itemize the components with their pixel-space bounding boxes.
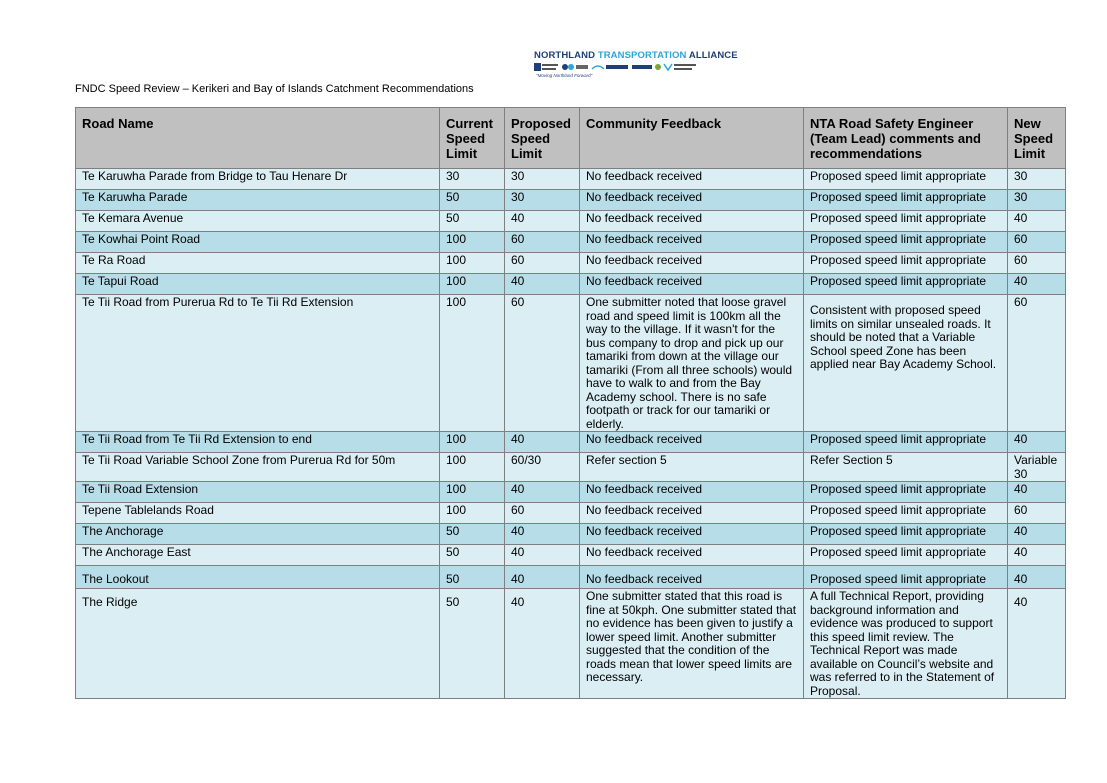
current-speed-cell: 100 [440,453,505,482]
road-name-cell: The Ridge [76,589,440,699]
proposed-speed-cell: 60/30 [505,453,580,482]
new-speed-cell: 40 [1008,274,1066,295]
current-speed-cell: 30 [440,169,505,190]
road-name-cell: The Anchorage East [76,545,440,566]
proposed-speed-cell: 40 [505,589,580,699]
new-speed-cell: 30 [1008,190,1066,211]
proposed-speed-cell: 60 [505,232,580,253]
proposed-speed-cell: 40 [505,482,580,503]
current-speed-cell: 100 [440,253,505,274]
column-header: NTA Road Safety Engineer (Team Lead) comments and recommendations [804,108,1008,169]
table-row [76,453,1066,482]
comment-cell: A full Technical Report, providing background information and evidence was produced to support this speed limit review. The Technical Report was made available on Council’s website and was referred to in the Statement of Proposal. [804,589,1008,699]
table-row [76,169,1066,190]
feedback-cell: No feedback received [580,232,804,253]
column-header: Road Name [76,108,440,169]
proposed-speed-cell: 40 [505,432,580,453]
logo-tagline: "Moving Northland Forward" [536,73,593,78]
table-row [76,253,1066,274]
feedback-cell: No feedback received [580,566,804,589]
proposed-speed-cell: 40 [505,524,580,545]
document-title: FNDC Speed Review – Kerikeri and Bay of Islands Catchment Recommendations [75,83,474,95]
partner-logos-icon [534,62,702,72]
current-speed-cell: 100 [440,432,505,453]
road-name-cell: Tepene Tablelands Road [76,503,440,524]
feedback-cell: No feedback received [580,211,804,232]
comment-cell: Consistent with proposed speed limits on similar unsealed roads. It should be noted that a Variable School speed Zone has been applied near Bay Academy School. [804,295,1008,432]
road-name-cell: The Anchorage [76,524,440,545]
table-header-row [76,108,1066,169]
feedback-cell: No feedback received [580,274,804,295]
current-speed-cell: 50 [440,589,505,699]
table-row [76,432,1066,453]
current-speed-cell: 100 [440,232,505,253]
feedback-cell: Refer section 5 [580,453,804,482]
comment-cell: Proposed speed limit appropriate [804,432,1008,453]
comment-cell: Proposed speed limit appropriate [804,169,1008,190]
table-row [76,232,1066,253]
proposed-speed-cell: 60 [505,295,580,432]
comment-cell: Proposed speed limit appropriate [804,211,1008,232]
comment-cell: Proposed speed limit appropriate [804,482,1008,503]
road-name-cell: The Lookout [76,566,440,589]
road-name-cell: Te Tii Road Variable School Zone from Purerua Rd for 50m [76,453,440,482]
new-speed-cell: 60 [1008,232,1066,253]
table-row [76,503,1066,524]
proposed-speed-cell: 40 [505,566,580,589]
feedback-cell: No feedback received [580,482,804,503]
column-header: Current Speed Limit [440,108,505,169]
comment-cell: Proposed speed limit appropriate [804,503,1008,524]
comment-cell: Proposed speed limit appropriate [804,232,1008,253]
proposed-speed-cell: 40 [505,274,580,295]
nta-logo [534,50,738,82]
proposed-speed-cell: 60 [505,253,580,274]
table-row [76,295,1066,432]
logo-title: NORTHLAND TRANSPORTATION ALLIANCE [534,50,738,61]
column-header: New Speed Limit [1008,108,1066,169]
current-speed-cell: 50 [440,524,505,545]
new-speed-cell: 40 [1008,482,1066,503]
proposed-speed-cell: 30 [505,190,580,211]
comment-cell: Proposed speed limit appropriate [804,524,1008,545]
new-speed-cell: 40 [1008,432,1066,453]
comment-cell: Proposed speed limit appropriate [804,253,1008,274]
table-row [76,211,1066,232]
table-row [76,545,1066,566]
current-speed-cell: 100 [440,503,505,524]
road-name-cell: Te Kemara Avenue [76,211,440,232]
new-speed-cell: 40 [1008,589,1066,699]
new-speed-cell: 60 [1008,503,1066,524]
current-speed-cell: 50 [440,190,505,211]
road-name-cell: Te Karuwha Parade from Bridge to Tau Henare Dr [76,169,440,190]
road-name-cell: Te Tii Road from Purerua Rd to Te Tii Rd Extension [76,295,440,432]
table-row [76,524,1066,545]
proposed-speed-cell: 40 [505,211,580,232]
new-speed-cell: 40 [1008,545,1066,566]
road-name-cell: Te Ra Road [76,253,440,274]
table-row [76,589,1066,699]
comment-cell: Proposed speed limit appropriate [804,190,1008,211]
feedback-cell: No feedback received [580,503,804,524]
feedback-cell: One submitter noted that loose gravel road and speed limit is 100km all the way to the village. If it wasn't for the bus company to drop and pick up our tamariki from down at the village our tamariki (From all three schools) would have to walk to and from the Bay Academy school. There is no safe footpath or track for our tamariki or elderly. [580,295,804,432]
road-name-cell: Te Karuwha Parade [76,190,440,211]
feedback-cell: No feedback received [580,524,804,545]
road-name-cell: Te Tii Road Extension [76,482,440,503]
new-speed-cell: 40 [1008,566,1066,589]
feedback-cell: No feedback received [580,545,804,566]
current-speed-cell: 100 [440,295,505,432]
feedback-cell: No feedback received [580,253,804,274]
current-speed-cell: 50 [440,566,505,589]
feedback-cell: One submitter stated that this road is fine at 50kph. One submitter stated that no evidence has been given to justify a lower speed limit. Another submitter suggested that the condition of the roads mean that lower speed limits are necessary. [580,589,804,699]
proposed-speed-cell: 60 [505,503,580,524]
new-speed-cell: 40 [1008,524,1066,545]
new-speed-cell: 60 [1008,295,1066,432]
road-name-cell: Te Tii Road from Te Tii Rd Extension to end [76,432,440,453]
comment-cell: Refer Section 5 [804,453,1008,482]
road-name-cell: Te Kowhai Point Road [76,232,440,253]
comment-cell: Proposed speed limit appropriate [804,545,1008,566]
column-header: Community Feedback [580,108,804,169]
proposed-speed-cell: 30 [505,169,580,190]
table-row [76,274,1066,295]
current-speed-cell: 100 [440,482,505,503]
new-speed-cell: 30 [1008,169,1066,190]
current-speed-cell: 100 [440,274,505,295]
feedback-cell: No feedback received [580,190,804,211]
feedback-cell: No feedback received [580,432,804,453]
table-row [76,482,1066,503]
column-header: Proposed Speed Limit [505,108,580,169]
feedback-cell: No feedback received [580,169,804,190]
comment-cell: Proposed speed limit appropriate [804,566,1008,589]
road-name-cell: Te Tapui Road [76,274,440,295]
speed-review-table [75,107,1066,699]
new-speed-cell: 60 [1008,253,1066,274]
current-speed-cell: 50 [440,545,505,566]
new-speed-cell: 40 [1008,211,1066,232]
proposed-speed-cell: 40 [505,545,580,566]
table-row [76,190,1066,211]
current-speed-cell: 50 [440,211,505,232]
table-row [76,566,1066,589]
new-speed-cell: Variable 30 [1008,453,1066,482]
comment-cell: Proposed speed limit appropriate [804,274,1008,295]
